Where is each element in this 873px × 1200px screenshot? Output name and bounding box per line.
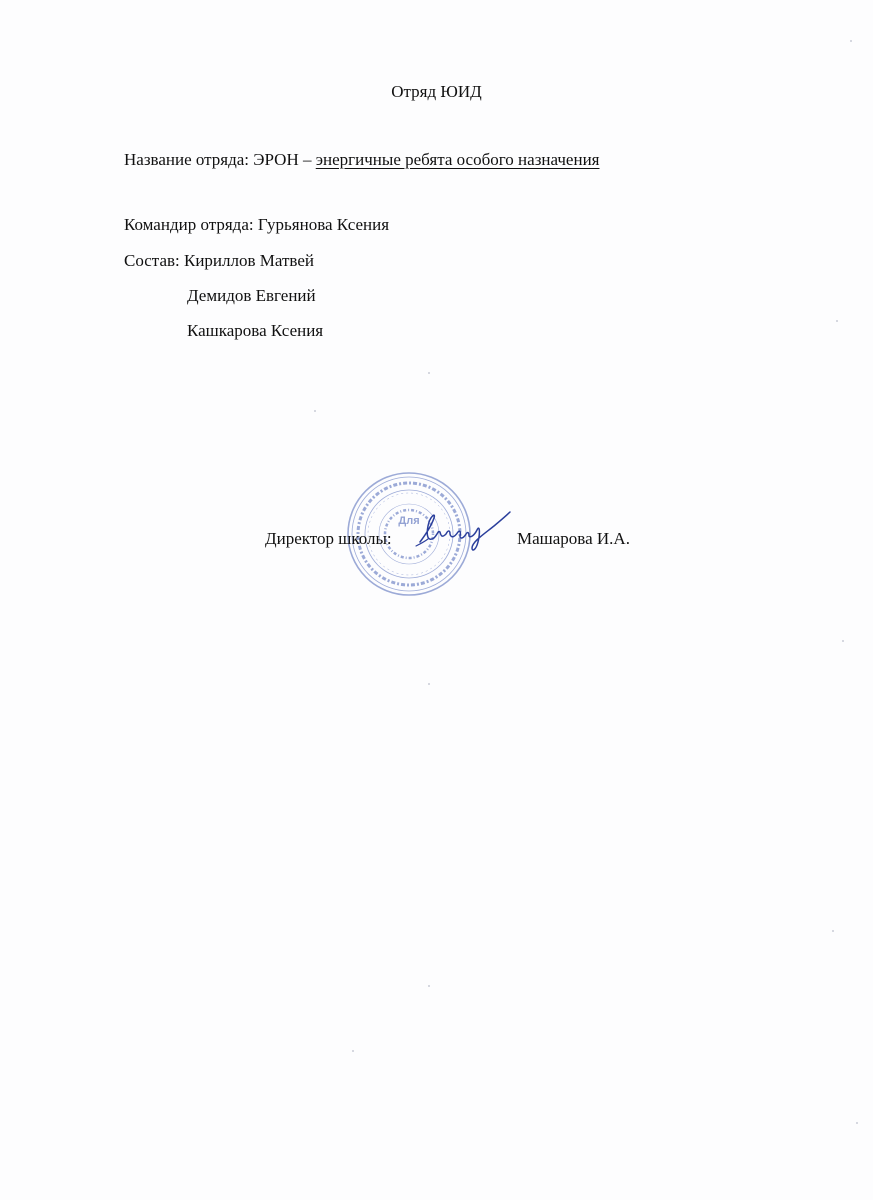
member-name: Демидов Евгений	[187, 286, 316, 305]
page-title: Отряд ЮИД	[391, 82, 482, 101]
team-name-expansion: энергичные ребята особого назначения	[315, 150, 600, 169]
scan-speck	[836, 320, 838, 322]
scan-speck	[428, 985, 430, 987]
members-first-line	[124, 250, 314, 272]
scan-speck	[842, 640, 844, 642]
scan-speck	[428, 683, 430, 685]
scan-speck	[428, 372, 430, 374]
team-name-abbr: ЭРОН –	[253, 150, 312, 169]
scan-speck	[832, 930, 834, 932]
seal-inner-text: Для	[398, 515, 420, 527]
scan-speck	[352, 1050, 354, 1052]
commander-line: Командир отряда: Гурьянова Ксения	[124, 215, 390, 234]
scan-speck	[850, 40, 852, 42]
member-name: Кириллов Матвей	[184, 251, 314, 270]
director-label: Директор школы:	[265, 529, 392, 548]
scan-speck	[314, 410, 316, 412]
director-name: Машарова И.А.	[517, 529, 630, 548]
team-name-label: Название отряда:	[124, 150, 250, 169]
signature-icon	[414, 508, 514, 554]
members-label: Состав:	[124, 251, 180, 270]
member-name: Кашкарова Ксения	[187, 321, 324, 340]
scan-speck	[856, 1122, 858, 1124]
team-name-line	[124, 149, 599, 171]
